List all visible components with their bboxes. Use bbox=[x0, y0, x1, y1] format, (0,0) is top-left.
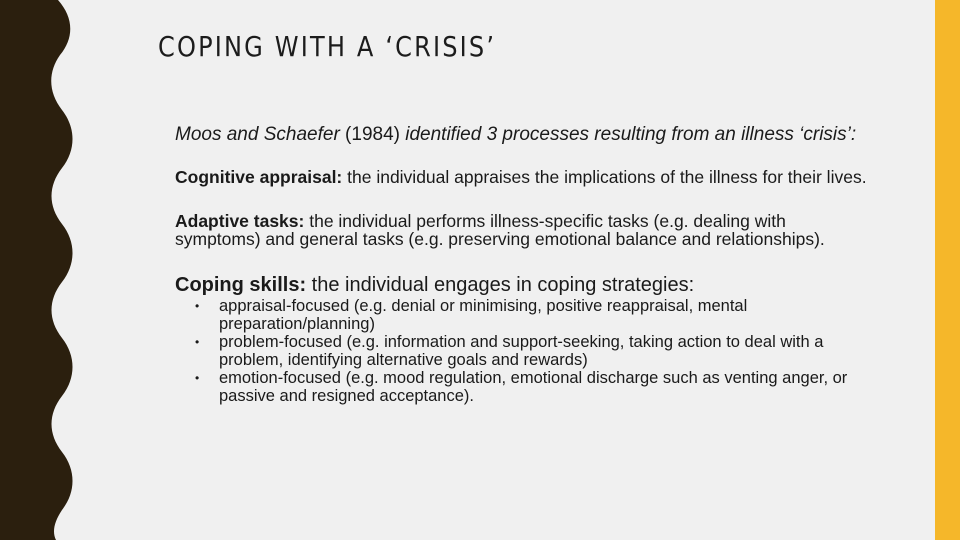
process-term: Cognitive appraisal: bbox=[175, 167, 343, 187]
bullet-icon: • bbox=[195, 298, 200, 313]
process-term: Coping skills: bbox=[175, 273, 307, 296]
process-text: the individual performs illness-specific tasks (e.g. dealing with symptoms) and general tasks (e.g. preserving emotional balance and relationships). bbox=[175, 210, 825, 249]
strategy-text: problem-focused (e.g. information and support-seeking, taking action to deal with a problem, identifying alternative goals and rewards) bbox=[219, 332, 824, 369]
process-term: Adaptive tasks: bbox=[175, 210, 305, 231]
process-text: the individual engages in coping strategies: bbox=[306, 273, 695, 296]
coping-strategies-list bbox=[175, 297, 875, 405]
process-adaptive-tasks bbox=[175, 212, 875, 249]
strategy-text: emotion-focused (e.g. mood regulation, emotional discharge such as venting anger, or passive and resigned acceptance). bbox=[219, 368, 848, 405]
decorative-left-border bbox=[0, 0, 80, 540]
intro-text: identified 3 processes resulting from an illness ‘crisis’: bbox=[405, 124, 857, 145]
bullet-icon: • bbox=[195, 334, 200, 349]
process-coping-skills bbox=[175, 274, 875, 296]
intro-authors: Moos and Schaefer bbox=[175, 124, 340, 145]
accent-stripe bbox=[935, 0, 960, 540]
list-item bbox=[175, 333, 875, 369]
bullet-icon: • bbox=[195, 370, 200, 385]
intro-paragraph bbox=[175, 125, 875, 144]
intro-year: (1984) bbox=[339, 124, 406, 145]
slide-title: COPING WITH A ‘CRISIS’ bbox=[158, 30, 497, 63]
process-text: the individual appraises the implications of the illness for their lives. bbox=[342, 167, 867, 187]
slide-body bbox=[175, 125, 875, 405]
strategy-text: appraisal-focused (e.g. denial or minimising, positive reappraisal, mental preparation/planning) bbox=[219, 296, 748, 333]
process-cognitive-appraisal bbox=[175, 168, 875, 187]
list-item bbox=[175, 369, 875, 405]
list-item bbox=[175, 297, 875, 333]
